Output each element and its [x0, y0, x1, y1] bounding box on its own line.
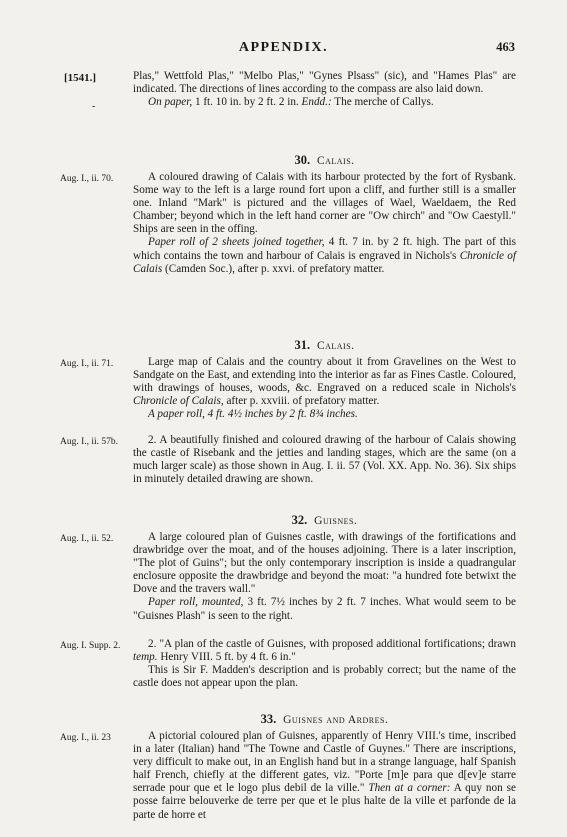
entry-text-italic: temp. — [133, 651, 158, 664]
section-32-heading — [133, 513, 516, 528]
intro-paper-italic: On paper, — [148, 96, 193, 109]
intro-paper-rest: 1 ft. 10 in. by 2 ft. 2 in. — [192, 96, 299, 109]
section-33-body — [133, 730, 516, 822]
entry-text-italic: Then at a corner: — [368, 782, 451, 795]
section-title: Guisnes and Ardres. — [283, 714, 389, 726]
intro-paper-note — [133, 96, 516, 109]
intro-line-1: Plas," Wettfold Plas," "Melbo Plas," "Gynes Plsass" (sic), and — [133, 70, 429, 82]
entry-text: A coloured drawing of Calais with its harbour protected by the fort of Rysbank. Some way to the left is a large round fort upon a cliff, and further still is a smaller one. Inland "Mark" is pictured and the villages of Wael, Waeldaem, the Red Chamber; beyond which in the left hand corner are "Ow chirch" and "Ow Caestyll." Ships are seen in the offing. — [133, 171, 516, 236]
intro-line-2: "Hames Plas" are indicated. The directions of lines according — [133, 70, 517, 96]
entry-text-b: A quy non se posse fairre belouverke de terre per que et le plus halte de la ville et parfonde de la parte de horre et — [133, 782, 516, 821]
entry-note: A paper roll, 4 ft. 4½ inches by 2 ft. 8¾ inches. — [148, 408, 358, 421]
section-number: 31. — [294, 338, 311, 352]
entry-extra: This is Sir F. Madden's description and is probably correct; but the name of the castle does not appear upon the plan. — [133, 664, 516, 690]
note-italic: Paper roll of 2 sheets joined together, — [148, 236, 325, 249]
section-32-body — [133, 531, 516, 623]
section-number: 33. — [260, 712, 277, 726]
section-title: Guisnes. — [314, 515, 358, 527]
intro-block — [133, 70, 516, 109]
entry-note — [133, 236, 516, 275]
intro-endd-italic: Endd.: — [298, 96, 332, 109]
entry-text-a: 2. "A plan of the castle of Guisnes, with proposed additional fortifications; drawn — [148, 638, 516, 650]
section-title: Calais. — [316, 155, 355, 167]
entry-text — [133, 356, 516, 408]
page-title: APPENDIX. — [238, 40, 329, 55]
margin-ref: Aug. I. Supp. 2. — [60, 641, 121, 651]
margin-ref: Aug. I., ii. 71. — [60, 359, 114, 369]
note-italic: Paper roll, mounted, — [148, 596, 244, 609]
section-31-heading — [133, 338, 516, 353]
note-text: 4 ft. 7 in. by 2 ft. high. The part of this which contains the town and harbour of Calais is engraved in Nichols's — [133, 236, 517, 262]
entry-note — [133, 596, 516, 622]
margin-ref: Aug. I., ii. 70. — [60, 174, 114, 184]
section-30-body — [133, 171, 516, 276]
intro-line-3: to the compass are also laid down. — [329, 83, 484, 96]
note-text: 3 ft. 7½ inches by 2 ft. 7 inches. What would seem to be "Guisnes Plash" is seen to the right. — [133, 596, 516, 622]
entry-text-b: after p. xxviii. of prefatory matter. — [223, 395, 380, 408]
entry-text — [133, 638, 516, 664]
entry-text-b: Henry VIII. 5 ft. by 4 ft. 6 in." — [157, 651, 296, 664]
margin-ref: Aug. I., ii. 57b. — [60, 437, 119, 447]
section-31-body — [133, 356, 516, 421]
intro-endd-rest: The merche of Callys. — [331, 96, 434, 109]
note-italic-2: Chronicle of Calais — [133, 249, 517, 275]
section-number: 30. — [294, 153, 311, 167]
entry-text — [133, 730, 516, 822]
margin-ref: Aug. I., ii. 52. — [60, 534, 114, 544]
year-bracket: [1541.] — [64, 72, 97, 84]
section-title: Calais. — [316, 340, 355, 352]
section-32-entry-2 — [133, 638, 516, 690]
section-30-heading — [133, 153, 516, 168]
intro-paragraph — [133, 70, 516, 96]
note-text-2: (Camden Soc.), after p. xxvi. of prefatory matter. — [162, 262, 385, 275]
running-head — [0, 40, 567, 60]
page-number: 463 — [496, 40, 515, 54]
entry-text: A large coloured plan of Guisnes castle, with drawings of the fortifications and drawbridge over the moat, and of the houses adjoining. There is a later inscription, "The plot of Guins"; but the only contemporary inscription is inside a quadrangular enclosure opposite the drawbridge and beyond the moat: "a hundred fote betwixt the Dove and the travers wall." — [133, 531, 516, 596]
section-33-heading — [133, 712, 516, 727]
entry-text-a: Large map of Calais and the country about it from Gravelines on the West to Sandgate on the East, and extending into the interior as far as Fines Castle. Coloured, with drawings of houses, woods, &c. Engraved on a reduced scale in Nichols's — [133, 356, 516, 395]
entry-text: 2. A beautifully finished and coloured drawing of the harbour of Calais showing the castle of Risebank and the jetties and landing stages, which are the same (on a much larger scale) as those shown in Aug. I. ii. 57 (Vol. XX. App. No. 36). Six ships in minutely detailed drawing are shown. — [133, 434, 516, 486]
entry-text-a: A pictorial coloured plan of Guisnes, apparently of Henry VIII.'s time, inscribed in a later (Italian) hand "The Towne and Castle of Guynes." There are inscriptions, very difficult to make out, in an English hand but in a strange language, half Spanish half French, chiefly at the different gates, viz. "Porte [m]e para que d[ev]e starre serrade pour que et le logo plus debil de la ville." — [133, 730, 516, 795]
section-31-entry-2 — [133, 434, 516, 486]
section-number: 32. — [291, 513, 308, 527]
margin-ref: Aug. I., ii. 23 — [60, 733, 111, 743]
stray-mark: - — [92, 101, 96, 112]
entry-text-italic: Chronicle of Calais, — [133, 395, 224, 408]
